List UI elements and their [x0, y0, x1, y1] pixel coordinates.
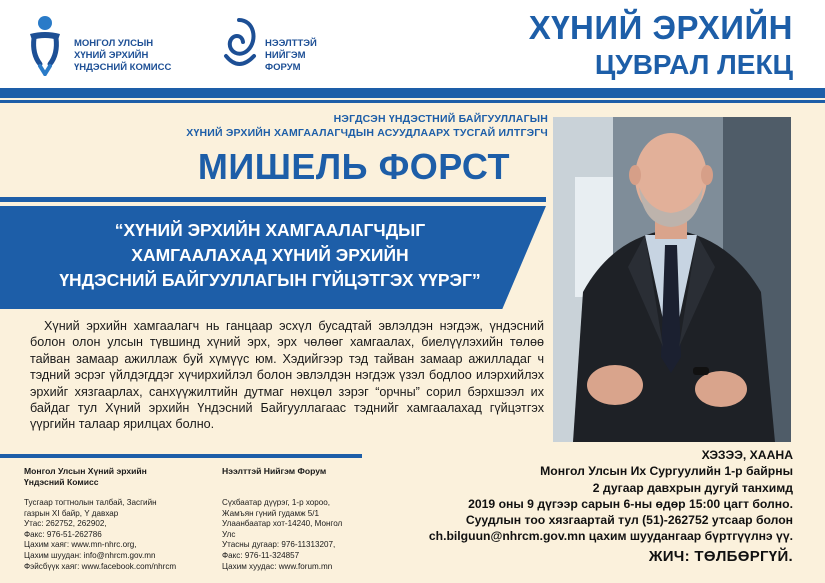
lecture-title: “ХҮНИЙ ЭРХИЙН ХАМГААЛАГЧДЫГ ХАМГААЛАХАД ХҮНИЙ ЭРХИЙН ҮНДЭСНИЙ БАЙГУУЛЛАГЫН ГҮЙЦЭТГЭХ ҮҮРЭГ”	[59, 220, 481, 290]
speaker-name: МИШЕЛЬ ФОРСТ	[197, 146, 510, 187]
series-title-line2: ЦУВРАЛ ЛЕКЦ	[594, 49, 793, 80]
nhrcm-logo-icon	[24, 14, 66, 81]
event-note: ЖИЧ: ТӨЛБӨРГҮЙ.	[648, 548, 793, 565]
event-info-heading: ХЭЗЭЭ, ХААНА	[701, 448, 793, 462]
footer-forum-contact: Нээлттэй Нийгэм Форум Сүхбаатар дүүрэг, 1-р хороо, Жамъян гүний гудамж 5/1 Улаанбаатар хот-14240, Монгол Улс Утасны дугаар: 976-11313207, Факс: 976-11-324857 Цахим хуудас: www.forum.mn	[222, 466, 382, 572]
open-society-forum-logo-text: НЭЭЛТТЭЙ НИЙГЭМ ФОРУМ	[265, 38, 317, 73]
open-society-forum-logo-icon	[218, 16, 260, 81]
event-info: ХЭЗЭЭ, ХААНА Монгол Улсын Их Сургуулийн 1-р байрны 2 дугаар давхрын дугуй танхимд 2019 оны 9 дүгээр сарын 6-ны өдөр 15:00 цагт болно. Суудлын тоо хязгаартай тул (51)-262752 утсаар болон ch.bilguun@nhrcm.gov.mn цахим шуудангаар бүртгүүлнэ үү.	[428, 448, 793, 544]
nhrcm-logo-text: МОНГОЛ УЛСЫН ХҮНИЙ ЭРХИЙН ҮНДЭСНИЙ КОМИСС	[74, 38, 172, 73]
footer-nhrcm-heading: Монгол Улсын Хүний эрхийн Үндэсний Комисс	[24, 466, 147, 487]
series-title	[529, 8, 793, 82]
series-title-line1: ХҮНИЙ ЭРХИЙН	[528, 9, 793, 46]
header-divider-thin	[0, 100, 825, 103]
quote-bar	[0, 197, 546, 202]
footer-nhrcm-contact: Монгол Улсын Хүний эрхийн Үндэсний Комисс Тусгаар тогтнолын талбай, Засгийн газрын XI байр, Y давхар Утас: 262752, 262902, Факс: 976-51-262786 Цахим хаяг: www.mn-nhrc.org, Цахим шуудан: info@nhrcm.gov.mn Фэйсбүүк хаяг: www.facebook.com/nhrcm	[24, 466, 199, 572]
footer-divider	[0, 454, 362, 458]
footer-forum-heading: Нээлттэй Нийгэм Форум	[222, 466, 327, 476]
lecture-description: Хүний эрхийн хамгаалагч нь ганцаар эсхүл бусадтай эвлэлдэн нэгдэж, үндэсний болон олон улсын түвшинд хүний эрх, эрх чөлөөг хамгаалах, биелүүлэхийн төлөө тайван замаар ажиллаж буй хүмүүс юм. Хэдийгээр тэд тайван замаар ажилладаг ч тэдний эсрэг үйлдэгддэг хүчирхийлэл болон эвлэлдэн нэгдэж үзэл бодлоо илэрхийлэх эрхийг хязгаарлах, санхүүжилтийн дутмаг нөхцөл зэрэг “орчны” сорил бэрхшээл их байдаг тул Хүний эрхийн Үндэсний Байгууллагаас тэднийг хамгаалахад гүйцэтгэх үүргийн талаар ярилцах болно.	[30, 319, 544, 432]
speaker-portrait-photo	[553, 117, 791, 442]
speaker-organization: НЭГДСЭН ҮНДЭСТНИЙ БАЙГУУЛЛАГЫН ХҮНИЙ ЭРХИЙН ХАМГААЛАГЧДЫН АСУУДЛААРХ ТУСГАЙ ИЛТГЭГЧ	[186, 113, 548, 139]
header-divider	[0, 88, 825, 98]
